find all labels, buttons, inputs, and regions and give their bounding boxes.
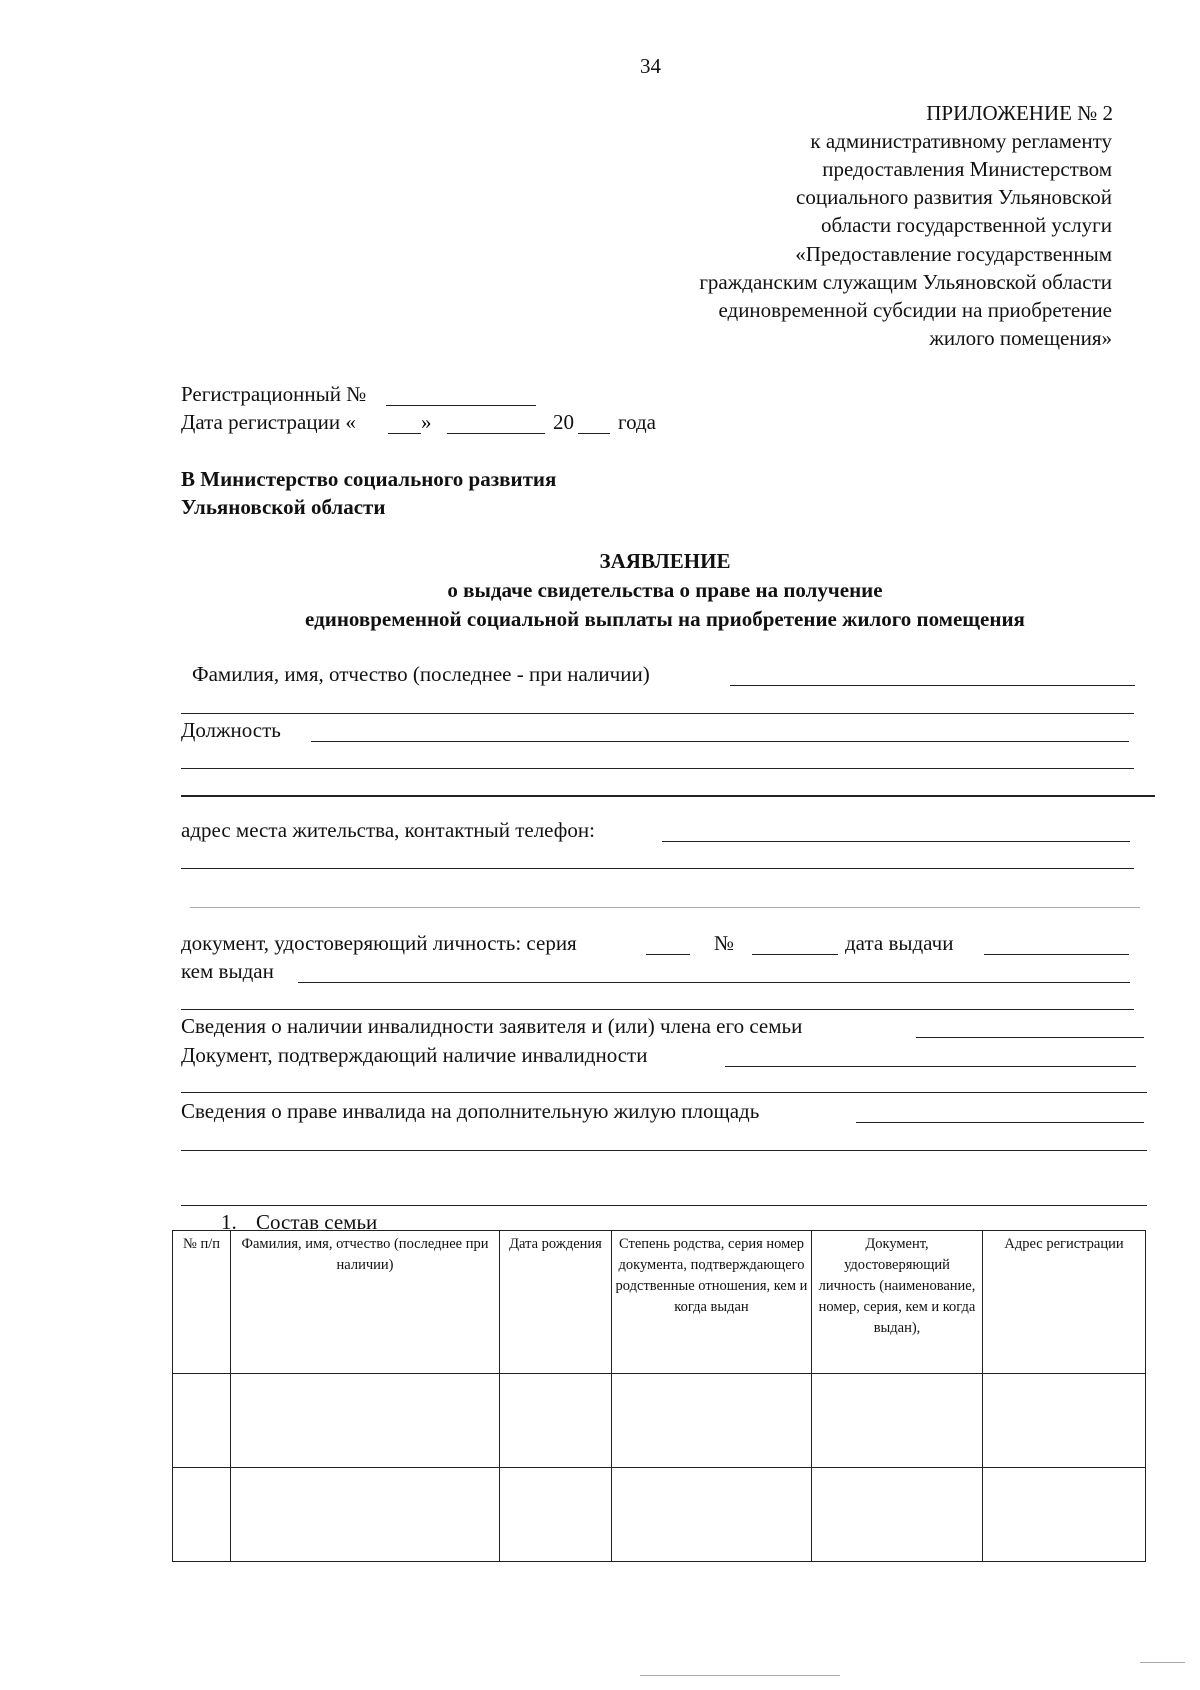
- page-number: 34: [640, 54, 661, 78]
- header-full-name: Фамилия, имя, отчество (последнее при наличии): [231, 1231, 500, 1374]
- extra-space-label: Сведения о праве инвалида на дополнительную жилую площадь: [181, 1099, 760, 1123]
- registration-year-field[interactable]: [578, 433, 610, 434]
- table-cell[interactable]: [231, 1374, 500, 1468]
- id-number-field[interactable]: [752, 954, 838, 955]
- header-registration-address: Адрес регистрации: [983, 1231, 1146, 1374]
- disability-document-field-continued[interactable]: [181, 1092, 1147, 1093]
- position-label: Должность: [181, 718, 281, 742]
- appendix-line: социального развития Ульяновской: [796, 185, 1112, 209]
- registration-year-suffix: года: [618, 410, 656, 434]
- table-cell[interactable]: [812, 1468, 983, 1562]
- appendix-line: к административному регламенту: [810, 129, 1112, 153]
- table-row: [173, 1468, 1146, 1562]
- registration-date-close: »: [421, 410, 432, 434]
- registration-month-field[interactable]: [447, 433, 545, 434]
- id-document-label: документ, удостоверяющий личность: серия: [181, 931, 577, 955]
- fio-label: Фамилия, имя, отчество (последнее - при наличии): [192, 662, 650, 686]
- header-id-document: Документ, удостоверяющий личность (наименование, номер, серия, кем и когда выдан),: [812, 1231, 983, 1374]
- address-label: адрес места жительства, контактный телефон:: [181, 818, 595, 842]
- table-cell[interactable]: [983, 1374, 1146, 1468]
- issued-by-label: кем выдан: [181, 959, 274, 983]
- address-field-continued[interactable]: [190, 907, 1140, 908]
- addressee-line: В Министерство социального развития: [181, 467, 557, 491]
- extra-space-field-continued[interactable]: [181, 1150, 1147, 1151]
- table-cell[interactable]: [983, 1468, 1146, 1562]
- table-cell[interactable]: [612, 1374, 812, 1468]
- fio-field[interactable]: [730, 685, 1135, 686]
- address-field[interactable]: [662, 841, 1130, 842]
- issued-by-field-continued[interactable]: [181, 1009, 1134, 1010]
- family-section-title: Состав семьи: [256, 1210, 378, 1234]
- header-row-number: № п/п: [173, 1231, 231, 1374]
- position-field[interactable]: [311, 741, 1129, 742]
- disability-info-label: Сведения о наличии инвалидности заявителя и (или) члена его семьи: [181, 1014, 803, 1038]
- table-row: [173, 1374, 1146, 1468]
- scan-artifact: [640, 1675, 840, 1676]
- appendix-line: жилого помещения»: [929, 326, 1112, 350]
- id-number-label: №: [714, 931, 735, 955]
- address-field-continued[interactable]: [181, 868, 1134, 869]
- appendix-line: предоставления Министерством: [822, 157, 1112, 181]
- registration-date-label: Дата регистрации «: [181, 410, 356, 434]
- table-cell[interactable]: [173, 1374, 231, 1468]
- extra-space-field[interactable]: [856, 1122, 1144, 1123]
- header-birth-date: Дата рождения: [500, 1231, 612, 1374]
- table-cell[interactable]: [812, 1374, 983, 1468]
- statement-subtitle: о выдаче свидетельства о праве на получение: [447, 578, 883, 602]
- appendix-line: единовременной субсидии на приобретение: [718, 298, 1112, 322]
- appendix-title: ПРИЛОЖЕНИЕ № 2: [926, 101, 1113, 125]
- appendix-line: «Предоставление государственным: [795, 242, 1112, 266]
- addressee-line: Ульяновской области: [181, 495, 386, 519]
- registration-number-label: Регистрационный №: [181, 382, 367, 406]
- disability-document-field[interactable]: [725, 1066, 1136, 1067]
- appendix-line: гражданским служащим Ульяновской области: [699, 270, 1112, 294]
- fio-field-continued[interactable]: [181, 713, 1134, 714]
- issued-by-field[interactable]: [298, 982, 1130, 983]
- extra-space-field-continued[interactable]: [181, 1205, 1147, 1206]
- position-field-continued[interactable]: [181, 768, 1134, 769]
- registration-day-field[interactable]: [388, 433, 421, 434]
- family-table: [172, 1230, 1146, 1562]
- table-cell[interactable]: [173, 1468, 231, 1562]
- appendix-line: области государственной услуги: [820, 213, 1112, 237]
- disability-document-label: Документ, подтверждающий наличие инвалидности: [181, 1043, 648, 1067]
- id-date-label: дата выдачи: [845, 931, 954, 955]
- id-date-field[interactable]: [984, 954, 1129, 955]
- table-cell[interactable]: [612, 1468, 812, 1562]
- id-series-field[interactable]: [646, 954, 690, 955]
- statement-title: ЗАЯВЛЕНИЕ: [599, 549, 731, 573]
- header-relationship: Степень родства, серия номер документа, подтверждающего родственные отношения, кем и когда выдан: [612, 1231, 812, 1374]
- disability-info-field[interactable]: [916, 1037, 1144, 1038]
- table-cell[interactable]: [500, 1468, 612, 1562]
- family-section-number: 1.: [221, 1210, 237, 1234]
- statement-subtitle: единовременной социальной выплаты на приобретение жилого помещения: [305, 607, 1025, 631]
- family-table-header-row: [173, 1231, 1146, 1374]
- divider: [181, 795, 1155, 797]
- registration-number-field[interactable]: [386, 405, 536, 406]
- table-cell[interactable]: [231, 1468, 500, 1562]
- scan-artifact: [1140, 1662, 1185, 1663]
- registration-year-prefix: 20: [553, 410, 574, 434]
- table-cell[interactable]: [500, 1374, 612, 1468]
